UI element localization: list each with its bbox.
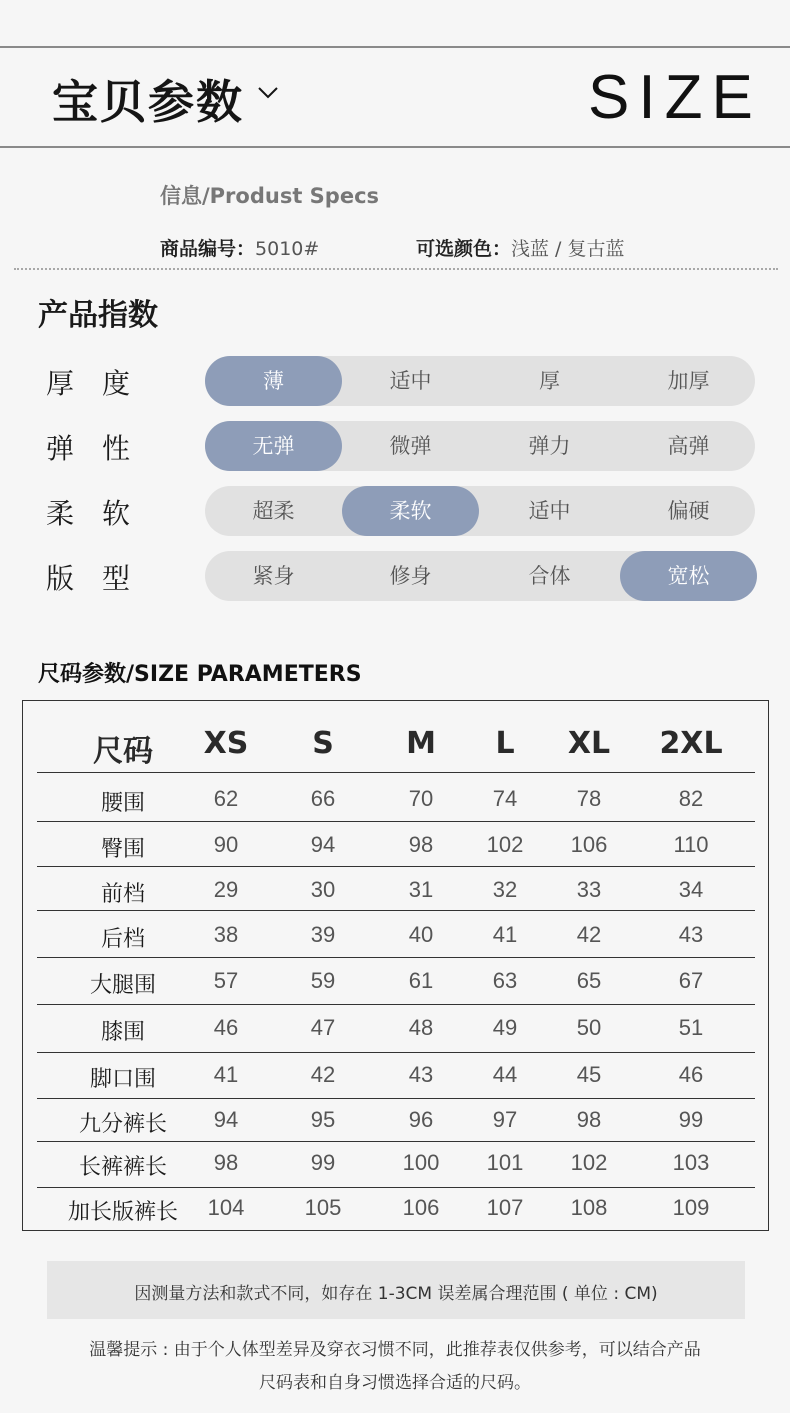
available-colors xyxy=(416,234,625,261)
option-fit-4-selected: 宽松 xyxy=(620,551,757,601)
row-label: 九分裤长 xyxy=(78,1112,168,1137)
scale-thickness xyxy=(205,356,755,406)
option-elasticity-3: 弹力 xyxy=(528,434,571,458)
table-cell: 46 xyxy=(213,1015,239,1040)
option-thickness-4: 加厚 xyxy=(667,369,710,393)
row-label: 前档 xyxy=(100,882,146,907)
dotted-divider xyxy=(14,268,778,270)
scale-softness xyxy=(205,486,755,536)
option-elasticity-4: 高弹 xyxy=(667,434,710,458)
row-label: 加长版裤长 xyxy=(67,1200,179,1225)
option-elasticity-2: 微弹 xyxy=(389,434,432,458)
attr-label-softness: 柔软 xyxy=(46,497,159,530)
row-divider xyxy=(37,772,755,773)
table-cell: 34 xyxy=(678,877,704,902)
option-fit-3: 合体 xyxy=(528,564,571,588)
row-label: 臀围 xyxy=(100,837,146,862)
table-cell: 31 xyxy=(408,877,434,902)
table-cell: 110 xyxy=(673,832,709,857)
option-thickness-1-selected: 薄 xyxy=(205,356,342,406)
table-cell: 98 xyxy=(576,1107,602,1132)
table-cell: 106 xyxy=(570,832,608,857)
table-cell: 103 xyxy=(672,1150,710,1175)
item-number-label: 商品编号： xyxy=(160,238,256,260)
table-cell: 106 xyxy=(402,1195,440,1220)
table-cell: 99 xyxy=(678,1107,704,1132)
option-fit-2: 修身 xyxy=(389,564,432,588)
table-cell: 42 xyxy=(310,1062,336,1087)
table-cell: 105 xyxy=(304,1195,342,1220)
table-cell: 100 xyxy=(402,1150,440,1175)
table-cell: 30 xyxy=(310,877,336,902)
colors-value: 浅蓝 / 复古蓝 xyxy=(511,238,625,260)
table-cell: 39 xyxy=(310,922,336,947)
table-cell: 74 xyxy=(492,786,518,811)
tip-line-1: 温馨提示 : 由于个人体型差异及穿衣习惯不同，此推荐表仅供参考，可以结合产品 xyxy=(89,1340,701,1360)
table-cell: 67 xyxy=(678,968,704,993)
row-divider xyxy=(37,821,755,822)
table-cell: 41 xyxy=(213,1062,239,1087)
table-cell: 90 xyxy=(213,832,239,857)
row-divider xyxy=(37,1187,755,1188)
table-cell: 102 xyxy=(570,1150,608,1175)
table-cell: 41 xyxy=(492,922,518,947)
row-divider xyxy=(37,1004,755,1005)
item-number-value: 5010# xyxy=(255,238,320,260)
product-index-title: 产品指数 xyxy=(38,298,158,333)
option-thickness-3: 厚 xyxy=(539,369,560,393)
table-cell: 40 xyxy=(408,922,434,947)
row-divider xyxy=(37,1098,755,1099)
chevron-down-icon xyxy=(257,84,279,100)
row-divider xyxy=(37,866,755,867)
table-cell: 32 xyxy=(492,877,518,902)
row-label: 膝围 xyxy=(100,1020,146,1045)
table-cell: 95 xyxy=(310,1107,336,1132)
table-cell: 45 xyxy=(576,1062,602,1087)
table-cell: 51 xyxy=(678,1015,704,1040)
table-cell: 42 xyxy=(576,922,602,947)
option-fit-1: 紧身 xyxy=(252,564,295,588)
row-divider xyxy=(37,1141,755,1142)
tip-line-2: 尺码表和自身习惯选择合适的尺码。 xyxy=(259,1373,531,1393)
row-label: 脚口围 xyxy=(89,1067,157,1092)
col-header-2xl: 2XL xyxy=(659,726,723,761)
table-cell: 66 xyxy=(310,786,336,811)
size-table-title: 尺码参数/SIZE PARAMETERS xyxy=(38,662,362,687)
row-label: 长裤裤长 xyxy=(78,1155,168,1180)
colors-label: 可选颜色： xyxy=(416,238,512,260)
col-header-l: L xyxy=(495,726,515,761)
row-label: 大腿围 xyxy=(89,973,157,998)
col-header-s: S xyxy=(312,726,334,761)
col-header-m: M xyxy=(406,726,436,761)
col-header-size: 尺码 xyxy=(93,734,153,769)
attr-label-fit: 版型 xyxy=(46,562,159,595)
table-cell: 104 xyxy=(207,1195,245,1220)
page-title: 宝贝参数 xyxy=(52,75,244,129)
option-thickness-2: 适中 xyxy=(389,369,432,393)
measure-note-box xyxy=(47,1261,745,1319)
table-cell: 98 xyxy=(213,1150,239,1175)
scale-elasticity xyxy=(205,421,755,471)
table-cell: 70 xyxy=(408,786,434,811)
row-label: 后档 xyxy=(100,927,146,952)
size-heading: SIZE xyxy=(588,63,762,132)
table-cell: 43 xyxy=(408,1062,434,1087)
table-cell: 78 xyxy=(576,786,602,811)
table-cell: 61 xyxy=(408,968,434,993)
table-cell: 46 xyxy=(678,1062,704,1087)
attr-label-thickness: 厚度 xyxy=(46,367,159,400)
table-cell: 59 xyxy=(310,968,336,993)
table-cell: 29 xyxy=(213,877,239,902)
measure-note: 因测量方法和款式不同，如存在 1-3CM 误差属合理范围 ( 单位 : CM) xyxy=(134,1284,658,1304)
table-cell: 43 xyxy=(678,922,704,947)
table-cell: 107 xyxy=(486,1195,524,1220)
row-divider xyxy=(37,910,755,911)
table-cell: 94 xyxy=(213,1107,239,1132)
table-cell: 62 xyxy=(213,786,239,811)
table-cell: 65 xyxy=(576,968,602,993)
table-cell: 96 xyxy=(408,1107,434,1132)
table-cell: 108 xyxy=(570,1195,608,1220)
row-divider xyxy=(37,1052,755,1053)
option-elasticity-1-selected: 无弹 xyxy=(205,421,342,471)
table-cell: 98 xyxy=(408,832,434,857)
table-cell: 101 xyxy=(486,1150,524,1175)
table-cell: 50 xyxy=(576,1015,602,1040)
table-cell: 57 xyxy=(213,968,239,993)
spec-heading: 信息/Produst Specs xyxy=(160,184,380,208)
table-cell: 38 xyxy=(213,922,239,947)
table-cell: 102 xyxy=(486,832,524,857)
table-cell: 97 xyxy=(492,1107,518,1132)
row-divider xyxy=(37,957,755,958)
row-label: 腰围 xyxy=(100,791,146,816)
option-softness-3: 适中 xyxy=(528,499,571,523)
attr-label-elasticity: 弹性 xyxy=(46,432,159,465)
header-top-rule xyxy=(0,46,790,48)
table-cell: 49 xyxy=(492,1015,518,1040)
col-header-xl: XL xyxy=(567,726,611,761)
table-cell: 109 xyxy=(672,1195,710,1220)
table-cell: 63 xyxy=(492,968,518,993)
table-cell: 82 xyxy=(678,786,704,811)
table-cell: 99 xyxy=(310,1150,336,1175)
table-cell: 44 xyxy=(492,1062,518,1087)
item-number xyxy=(160,234,319,261)
table-cell: 94 xyxy=(310,832,336,857)
option-softness-1: 超柔 xyxy=(252,499,295,523)
scale-fit xyxy=(205,551,755,601)
option-softness-2-selected: 柔软 xyxy=(342,486,479,536)
option-softness-4: 偏硬 xyxy=(667,499,710,523)
col-header-xs: XS xyxy=(203,726,249,761)
table-cell: 48 xyxy=(408,1015,434,1040)
table-cell: 33 xyxy=(576,877,602,902)
table-cell: 47 xyxy=(310,1015,336,1040)
header-bottom-rule xyxy=(0,146,790,148)
